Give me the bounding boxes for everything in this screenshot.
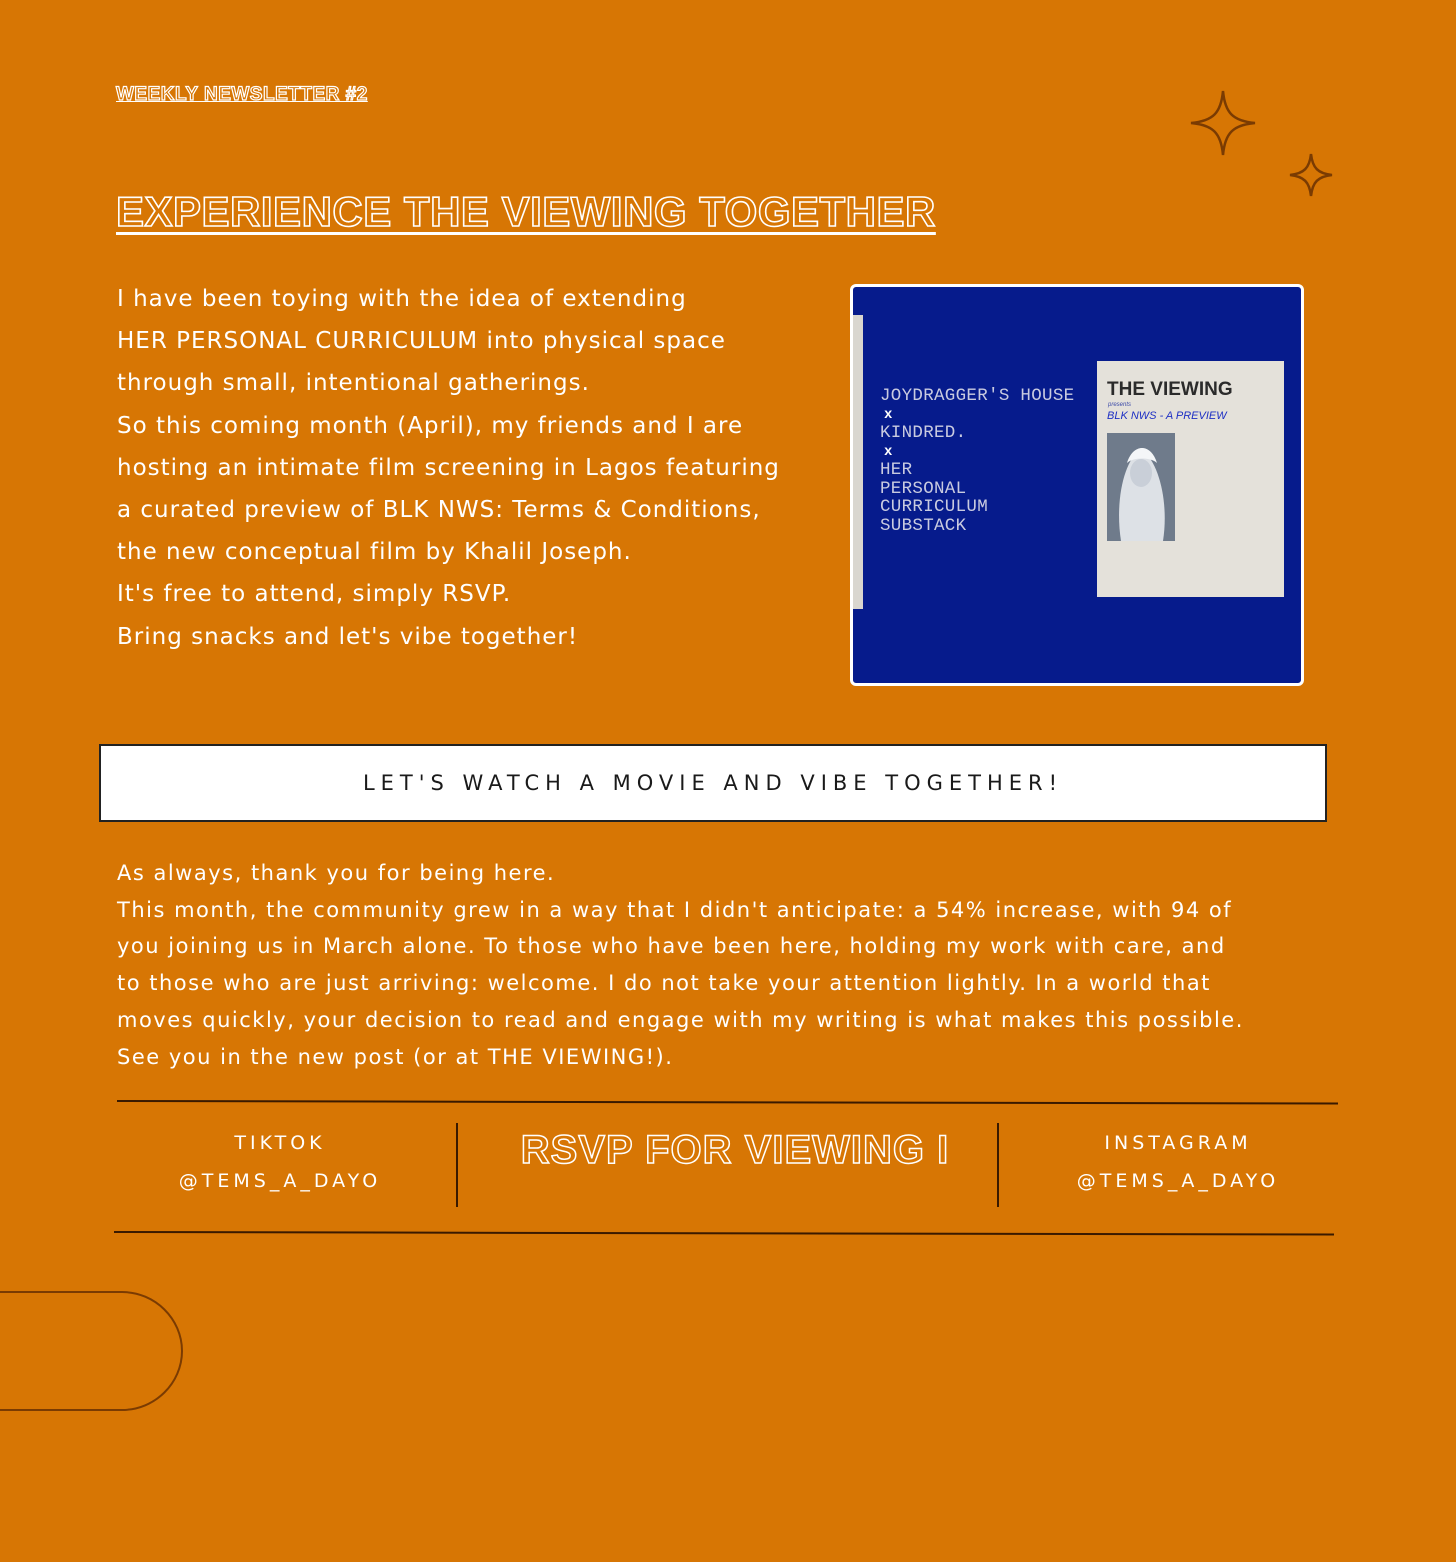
closing-line: to those who are just arriving: welcome. I do not take your attention lightly. In a world that <box>117 971 1211 996</box>
intro-line: hosting an intimate film screening in Lagos featuring <box>117 454 780 481</box>
instagram-handle: @TEMS_A_DAYO <box>1076 1170 1280 1192</box>
intro-paragraph <box>117 278 827 658</box>
closing-line: See you in the new post (or at THE VIEWING!). <box>117 1044 674 1069</box>
poster-card-subtitle: BLK NWS - A PREVIEW <box>1107 410 1227 422</box>
closing-line: As always, thank you for being here. <box>117 861 556 885</box>
intro-line: So this coming month (April), my friends and I are <box>117 412 744 439</box>
decorative-pill-shape <box>0 1290 186 1414</box>
poster-card-photo <box>1107 433 1175 541</box>
poster-credit-line: PERSONAL <box>880 478 967 499</box>
intro-line: a curated preview of BLK NWS: Terms & Conditions, <box>117 497 761 524</box>
poster-card <box>1097 361 1284 597</box>
intro-line: I have been toying with the idea of extending <box>117 286 687 312</box>
poster-card-title: THE VIEWING <box>1107 379 1233 400</box>
intro-line: It's free to attend, simply RSVP. <box>117 581 512 608</box>
poster-credit-line: SUBSTACK <box>880 515 967 536</box>
poster-credit-line: KINDRED. <box>880 423 967 443</box>
poster-card-presents: presents <box>1108 402 1132 408</box>
footer-top-divider <box>117 1100 1338 1105</box>
poster-credit-line: HER <box>880 460 913 480</box>
callout-banner-text: LET'S WATCH A MOVIE AND VIBE TOGETHER! <box>362 771 1064 795</box>
callout-banner <box>99 744 1327 822</box>
instagram-label: INSTAGRAM <box>1104 1132 1252 1154</box>
poster-credit-line: CURRICULUM <box>880 497 989 517</box>
event-poster <box>850 284 1304 686</box>
tiktok-label: TIKTOK <box>234 1132 326 1154</box>
closing-line: This month, the community grew in a way that I didn't anticipate: a 54% increase, with 94 of <box>117 897 1233 922</box>
tiktok-handle: @TEMS_A_DAYO <box>178 1170 382 1192</box>
newsletter-kicker: WEEKLY NEWSLETTER #2 <box>116 84 368 105</box>
poster-edge-strip <box>853 315 863 609</box>
intro-line: Bring snacks and let's vibe together! <box>117 623 579 650</box>
poster-credit-line: JOYDRAGGER'S HOUSE <box>880 386 1075 406</box>
rsvp-link[interactable]: RSVP FOR VIEWING I <box>520 1128 950 1172</box>
intro-line: the new conceptual film by Khalil Joseph. <box>117 539 632 566</box>
closing-paragraph <box>117 855 1337 1075</box>
footer-bottom-divider <box>114 1231 1334 1236</box>
veiled-figure-image <box>1107 433 1175 541</box>
poster-credit-separator: x <box>884 443 893 460</box>
tiktok-link[interactable] <box>120 1124 440 1200</box>
poster-credit-separator: x <box>884 406 893 423</box>
sparkle-icon-small <box>1288 152 1334 198</box>
intro-line: HER PERSONAL CURRICULUM into physical space <box>117 328 726 355</box>
intro-line: through small, intentional gatherings. <box>117 370 590 397</box>
poster-credits <box>880 387 1110 535</box>
closing-line: you joining us in March alone. To those who have been here, holding my work with care, and <box>117 934 1226 959</box>
sparkle-icon-large <box>1188 88 1258 158</box>
page-title: EXPERIENCE THE VIEWING TOGETHER <box>116 188 936 235</box>
closing-line: moves quickly, your decision to read and engage with my writing is what makes this possible. <box>117 1007 1244 1032</box>
instagram-link[interactable] <box>1018 1124 1338 1200</box>
footer-separator <box>456 1123 458 1207</box>
